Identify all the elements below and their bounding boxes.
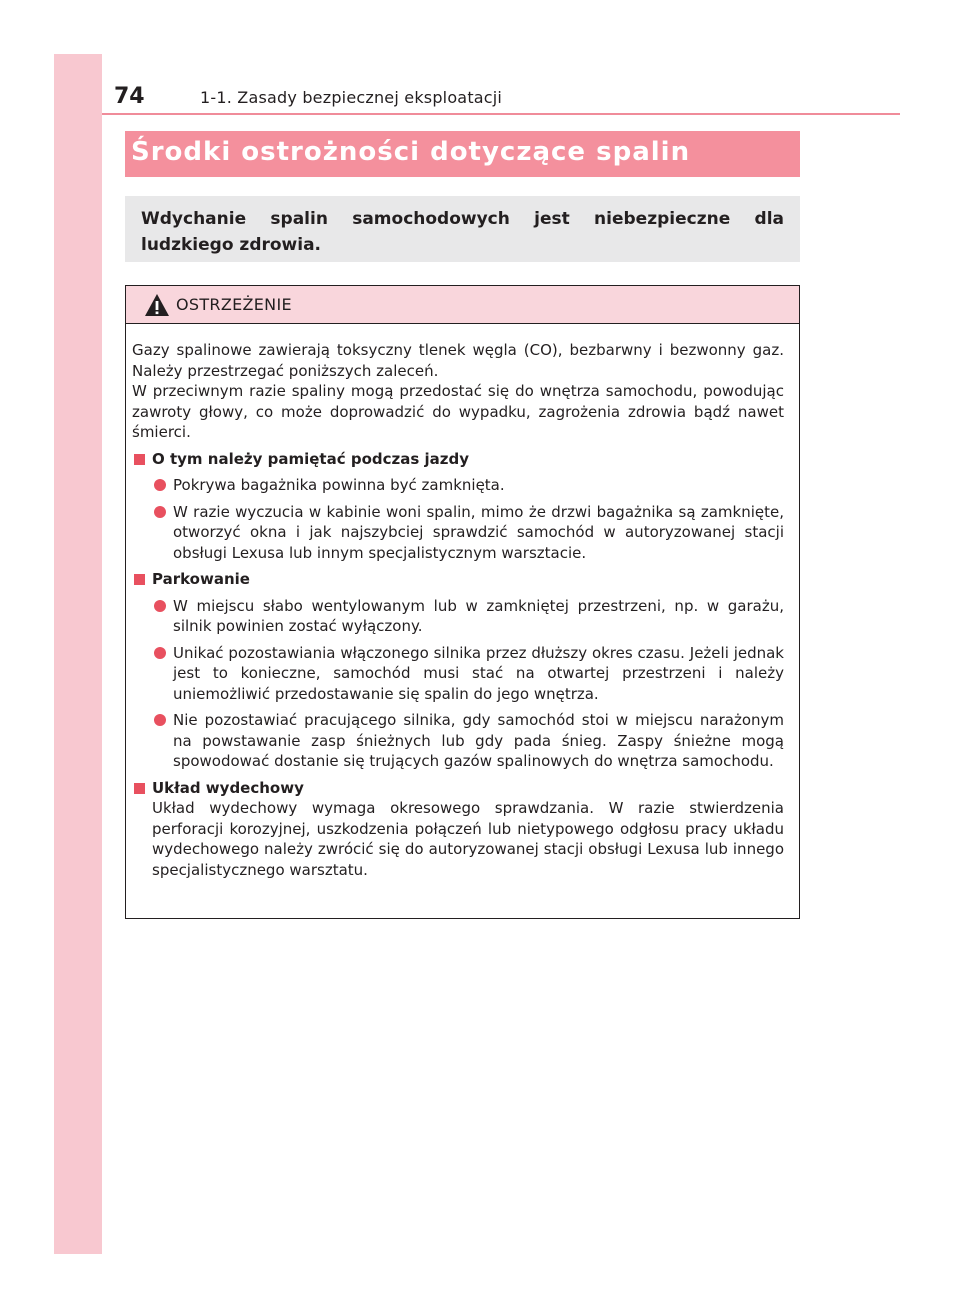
header-divider bbox=[102, 113, 900, 115]
list-item-text: W razie wyczucia w kabinie woni spalin, mimo że drzwi bagażnika są zamknięte, otworzyć okna i jak najszybciej sprawdzić samochód w autoryzowanej stacji obsługi Lexusa lub innym specjalistycznym warsztacie. bbox=[173, 502, 784, 562]
section-heading bbox=[132, 778, 784, 799]
section-heading bbox=[132, 449, 784, 470]
list-item-text: W miejscu słabo wentylowanym lub w zamkniętej przestrzeni, np. w garażu, silnik powinien zostać wyłączony. bbox=[173, 596, 784, 635]
warning-body bbox=[132, 340, 784, 880]
square-bullet-icon bbox=[134, 574, 145, 585]
warning-label: OSTRZEŻENIE bbox=[176, 295, 292, 314]
round-bullet-icon bbox=[154, 647, 166, 659]
side-tab bbox=[54, 54, 102, 1254]
page-header bbox=[112, 84, 900, 114]
page-title: Środki ostrożności dotyczące spalin bbox=[131, 137, 691, 167]
round-bullet-icon bbox=[154, 506, 166, 518]
warning-triangle-icon bbox=[144, 293, 170, 317]
section-heading-text: O tym należy pamiętać podczas jazdy bbox=[152, 449, 470, 468]
section-heading-text: Układ wydechowy bbox=[152, 778, 304, 797]
list-item bbox=[132, 502, 784, 564]
warning-box bbox=[125, 285, 800, 919]
round-bullet-icon bbox=[154, 600, 166, 612]
square-bullet-icon bbox=[134, 454, 145, 465]
round-bullet-icon bbox=[154, 714, 166, 726]
intro-box bbox=[125, 196, 800, 262]
section-text: Układ wydechowy wymaga okresowego sprawdzania. W razie stwierdzenia perforacji korozyjnej, uszkodzenia połączeń lub nietypowego odgłosu pracy układu wydechowego należy zwrócić się do autoryzowanej stacji obsługi Lexusa lub innego specjalistycznego warsztatu. bbox=[152, 799, 784, 879]
warning-paragraph: W przeciwnym razie spaliny mogą przedostać się do wnętrza samochodu, powodując zawroty głowy, co może doprowadzić do wypadku, zagrożenia zdrowia bądź nawet śmierci. bbox=[132, 382, 784, 441]
round-bullet-icon bbox=[154, 479, 166, 491]
list-item-text: Unikać pozostawiania włączonego silnika przez dłuższy okres czasu. Jeżeli jednak jest to konieczne, samochód musi stać na otwartej przestrzeni i należy uniemożliwić przedostawanie się spalin do jego wnętrza. bbox=[173, 643, 784, 703]
list-item bbox=[132, 710, 784, 772]
section-title: 1-1. Zasady bezpiecznej eksploatacji bbox=[200, 88, 503, 107]
section-heading-text: Parkowanie bbox=[152, 570, 250, 588]
list-item bbox=[132, 596, 784, 637]
list-item bbox=[132, 475, 784, 496]
list-item-text: Nie pozostawiać pracującego silnika, gdy samochód stoi w miejscu narażonym na powstawanie zasp śnieżnych lub gdy pada śnieg. Zaspy śnieżne mogą spowodować dostanie się trujących gazów spalinowych do wnętrza samochodu. bbox=[173, 711, 784, 770]
list-item-text: Pokrywa bagażnika powinna być zamknięta. bbox=[173, 476, 505, 494]
section-heading bbox=[132, 569, 784, 590]
warning-header bbox=[126, 286, 799, 324]
list-item bbox=[132, 643, 784, 705]
warning-paragraph: Gazy spalinowe zawierają toksyczny tlenek węgla (CO), bezbarwny i bezwonny gaz. Należy przestrzegać poniższych zaleceń. bbox=[132, 341, 784, 380]
page-number: 74 bbox=[114, 84, 145, 109]
square-bullet-icon bbox=[134, 783, 145, 794]
title-bar bbox=[125, 131, 800, 177]
intro-text: Wdychanie spalin samochodowych jest niebezpieczne dla ludzkiego zdrowia. bbox=[141, 209, 784, 255]
